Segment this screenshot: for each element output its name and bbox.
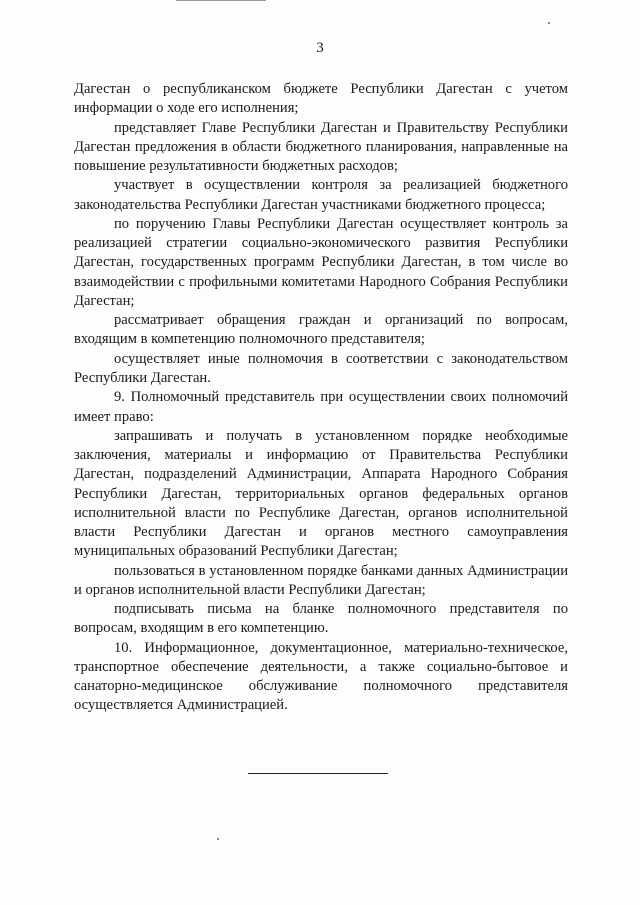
paragraph: рассматривает обращения граждан и организаций по вопросам, входящим в компетенцию полномочного представителя; (74, 312, 568, 348)
top-edge-rule (176, 0, 266, 1)
paragraph: запрашивать и получать в установленном порядке необходимые заключения, материалы и информацию от Правительства Республики Дагестан, подразделений Администрации, Аппарата Народного Собрания Республики Дагестан, территориальных органов федеральных органов исполнительной власти по Республике Дагестан, органов исполнительной власти Республики Дагестан и органов местного самоуправления муниципальных образований Республики Дагестан; (74, 427, 568, 560)
paragraph: представляет Главе Республики Дагестан и Правительству Республики Дагестан предложения в области бюджетного планирования, направленные на повышение результативности бюджетных расходов; (74, 119, 568, 174)
document-body (74, 80, 568, 716)
paragraph: по поручению Главы Республики Дагестан осуществляет контроль за реализацией стратегии социально-экономического развития Республики Дагестан, государственных программ Республики Дагестан, в том числе во взаимодействии с профильными комитетами Народного Собрания Республики Дагестан; (74, 215, 568, 309)
paragraph-continuation: Дагестан о республиканском бюджете Республики Дагестан с учетом информации о ходе его исполнения; (74, 81, 568, 117)
scan-speck (548, 22, 550, 24)
end-of-text-rule (248, 773, 388, 774)
paragraph-item-9: 9. Полномочный представитель при осуществлении своих полномочий имеет право: (74, 389, 568, 425)
paragraph: подписывать письма на бланке полномочного представителя по вопросам, входящим в его компетенцию. (74, 601, 568, 637)
paragraph-item-10: 10. Информационное, документационное, материально-техническое, транспортное обеспечение деятельности, а также социально-бытовое и санаторно-медицинское обслуживание полномочного представителя осуществляется Администрацией. (74, 639, 568, 714)
paragraph: участвует в осуществлении контроля за реализацией бюджетного законодательства Республики Дагестан участниками бюджетного процесса; (74, 177, 568, 213)
page-number: 3 (316, 40, 324, 56)
scan-speck (217, 838, 219, 840)
paragraph: осуществляет иные полномочия в соответствии с законодательством Республики Дагестан. (74, 350, 568, 386)
paragraph: пользоваться в установленном порядке банками данных Администрации и органов исполнительной власти Республики Дагестан; (74, 562, 568, 598)
